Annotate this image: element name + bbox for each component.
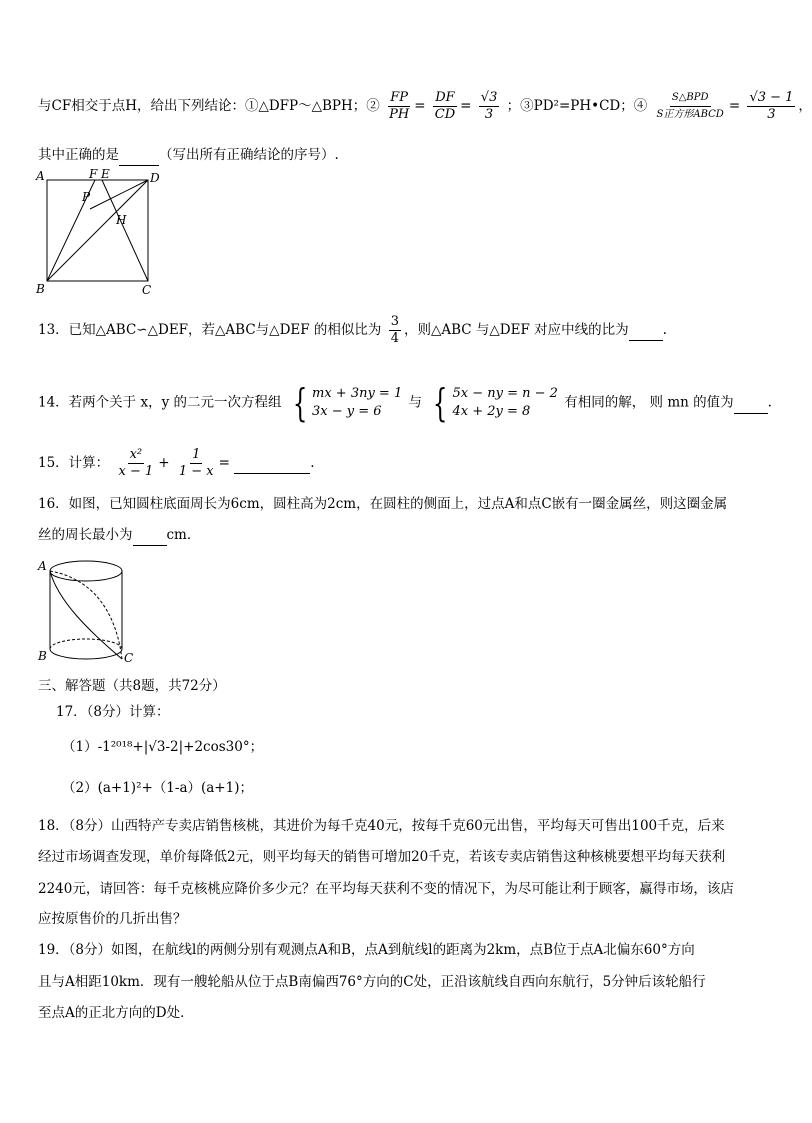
q16-line-2: 丝的周长最小为 cm． <box>38 525 200 546</box>
q19-line-1: 19．（8分）如图，在航线l的两侧分别有观测点A和B，点A到航线l的距离为2km，点B位于点A北偏东60°方向 <box>38 942 695 958</box>
q13-ratio-fraction: $\frac{3}{4}$ <box>390 314 399 346</box>
q12-label-f: F <box>89 167 98 181</box>
q12-square-figure <box>34 166 164 298</box>
q18-line-4: 应按原售价的几折出售？ <box>38 911 187 927</box>
q13-answer-blank[interactable] <box>629 320 663 341</box>
q17-part-1: （1）-1²⁰¹⁸+|√3-2|+2cos30°； <box>62 739 264 755</box>
q16-label-c: C <box>124 651 134 665</box>
q15-answer-blank[interactable] <box>234 453 310 474</box>
q12-fraction-result: $\frac{√3 - 1}{3}$ <box>749 90 794 122</box>
q17-part-2: （2）(a+1)²+（1-a）(a+1)； <box>62 780 253 796</box>
q15-line: 15．计算： $\frac{\text{x²}}{x - 1}$ + $\frac{1}{1 - x}$ = . <box>38 447 315 479</box>
q19-line-2: 且与A相距10km．现有一艘轮船从位于点B南偏西76°方向的C处，正沿该航线自西向东航行，5分钟后该轮船行 <box>38 974 706 990</box>
q18-line-2: 经过市场调查发现，单价每降低2元，则平均每天的销售可增加20千克，若该专卖店销售这种核桃要想平均每天获利 <box>38 849 726 865</box>
q12-fraction-sqrt3-3: $\frac{√3}{3}$ <box>480 90 498 122</box>
section-3-heading: 三、解答题（共8题，共72分） <box>38 678 226 694</box>
q12-label-d: D <box>150 171 160 185</box>
q18-line-3: 2240元，请回答：每千克核桃应降价多少元？在平均每天获利不变的情况下，为尽可能让利于顾客，赢得市场，该店 <box>38 881 734 897</box>
q18-line-1: 18．（8分）山西特产专卖店销售核桃，其进价为每千克40元，按每千克60元出售，平均每天可售出100千克，后来 <box>38 818 725 834</box>
q12-answer-blank[interactable] <box>119 145 159 166</box>
q16-label-b: B <box>38 649 47 663</box>
q15-fraction-1: $\frac{\text{x²}}{x - 1}$ <box>118 447 154 479</box>
q12-label-h: H <box>116 213 127 227</box>
q16-line-1: 16．如图，已知圆柱底面周长为6cm，圆柱高为2cm，在圆柱的侧面上，过点A和点C嵌有一圈金属丝，则这圈金属 <box>38 496 728 512</box>
q12-label-e: E <box>101 167 110 181</box>
q14-system-1: { mx + 3ny = 1 3x − y = 6 <box>292 381 403 425</box>
q12-conclusions-line: 与CF相交于点H，给出下列结论：①△DFP～△BPH；② $\frac{FP}{PH}$ = $\frac{DF}{CD}$ = $\frac{√3}{3}$ ；③PD²=PH•CD；④ $\frac{\text{S△BPD}}{\text{S正方形ABCD}}$ = $\frac{√3 - 1}{3}$ ， <box>38 90 812 122</box>
q12-fraction-fp-ph: $\frac{FP}{PH}$ <box>389 90 410 122</box>
q16-answer-blank[interactable] <box>133 525 167 546</box>
q12-label-p: P <box>82 190 91 204</box>
q15-fraction-2: $\frac{1}{1 - x}$ <box>178 447 214 479</box>
q16-label-a: A <box>38 559 47 573</box>
q12-label-a: A <box>36 169 45 183</box>
q13-line: 13．已知△ABC∽△DEF，若△ABC与△DEF 的相似比为 $\frac{3}{4}$ ，则△ABC 与△DEF 对应中线的比为 . <box>38 314 667 346</box>
q12-intro-text: 与CF相交于点H，给出下列结论：①△DFP～△BPH；② <box>38 98 380 114</box>
q17-title: 17．（8分）计算： <box>56 704 170 720</box>
q12-answer-line: 其中正确的是 （写出所有正确结论的序号）. <box>38 145 339 166</box>
q12-fraction-df-cd: $\frac{DF}{CD}$ <box>434 90 456 122</box>
q14-system-2: { 5x − ny = n − 2 4x + 2y = 8 <box>433 381 558 425</box>
q14-answer-blank[interactable] <box>734 393 768 414</box>
q12-fraction-area-ratio: $\frac{\text{S△BPD}}{\text{S正方形ABCD}}$ <box>656 92 724 120</box>
q12-mid-text: ；③PD²=PH•CD；④ <box>506 98 648 114</box>
q12-label-c: C <box>142 283 152 297</box>
q16-cylinder-figure <box>34 556 134 668</box>
q12-label-b: B <box>36 282 45 296</box>
q14-line: 14．若两个关于 x，y 的二元一次方程组 { mx + 3ny = 1 3x − y = 6 与 { 5x − ny = n − 2 4x + 2y = 8 有相同的解， 则 mn 的值为 . <box>38 381 772 425</box>
q19-line-3: 至点A的正北方向的D处． <box>38 1005 194 1021</box>
